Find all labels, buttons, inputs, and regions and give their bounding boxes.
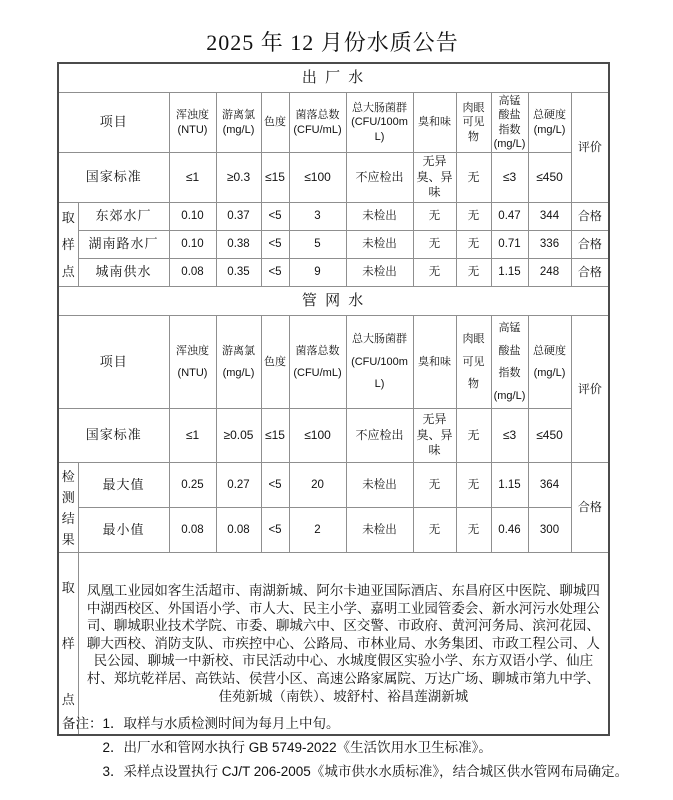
standard-value: 无	[456, 153, 491, 203]
standard-value: 不应检出	[346, 409, 413, 463]
table-row	[58, 315, 609, 408]
cell-value: 无	[456, 463, 491, 508]
col-header-color: 色度	[261, 315, 289, 408]
cell-value: 无	[413, 258, 456, 286]
cell-value: 5	[289, 230, 346, 258]
col-header-colony-count: 菌落总数 (CFU/mL)	[289, 315, 346, 408]
col-header-coliform: 总大肠菌群 (CFU/100mL)	[346, 93, 413, 153]
col-header-turbidity: 浑浊度 (NTU)	[169, 315, 216, 408]
cell-value: 9	[289, 258, 346, 286]
col-header-permanganate-index: 高锰酸盐指数 (mg/L)	[491, 93, 528, 153]
standard-value: ≤1	[169, 153, 216, 203]
cell-value: 0.08	[216, 508, 261, 553]
cell-value: 0.10	[169, 202, 216, 230]
cell-value: 无	[456, 230, 491, 258]
col-header-total-hardness: 总硬度 (mg/L)	[528, 315, 571, 408]
cell-value: 0.08	[169, 508, 216, 553]
cell-value: 364	[528, 463, 571, 508]
col-header-color: 色度	[261, 93, 289, 153]
verdict-cell: 合格	[571, 463, 609, 553]
note-item: 3．采样点设置执行 CJ/T 206-2005《城市供水水质标准》，结合城区供水管网布局确定。	[102, 764, 629, 779]
row-group-test-result: 检测结果	[58, 463, 78, 553]
cell-value: 336	[528, 230, 571, 258]
col-header-odor-taste: 臭和味	[413, 315, 456, 408]
table-row	[58, 286, 609, 315]
verdict-cell: 合格	[571, 202, 609, 230]
cell-value: 未检出	[346, 230, 413, 258]
col-header-free-chlorine: 游离氯 (mg/L)	[216, 93, 261, 153]
table-row	[58, 63, 609, 93]
standard-value: ≤3	[491, 409, 528, 463]
cell-value: 248	[528, 258, 571, 286]
cell-value: 无	[456, 258, 491, 286]
standard-value: ≤3	[491, 153, 528, 203]
notes-label: 备注：	[62, 716, 103, 731]
standard-value: ≥0.3	[216, 153, 261, 203]
sampling-points-text: 凤凰工业园如客生活超市、南湖新城、阿尔卡迪亚国际酒店、东昌府区中医院、聊城四中湖西校区、外国语小学、市人大、民主小学、嘉明工业园管委会、新水河污水处理公司、聊城职业技术学院、市委、聊城六中、区交警、市政府、黄河河务局、滨河花园、聊大西校、消防支队、市疾控中心、公路局、市林业局、水务集团、市政工程公司、人民公园、聊城一中新校、市民活动中心、水城度假区实验小学、东方双语小学、仙庄村、郑坑乾祥居、高铁站、侯营小区、高速公路家属院、万达广场、聊城市第九中学、佳苑新城（南铁）、坡舒村、裕昌莲湖新城	[78, 553, 609, 736]
cell-value: 0.38	[216, 230, 261, 258]
cell-value: 3	[289, 202, 346, 230]
col-header-turbidity: 浑浊度 (NTU)	[169, 93, 216, 153]
cell-value: 0.46	[491, 508, 528, 553]
standard-value: ≤15	[261, 409, 289, 463]
standard-value: ≤100	[289, 409, 346, 463]
standard-value: ≤450	[528, 409, 571, 463]
table-row-plant	[58, 202, 609, 230]
row-group-sampling-point: 取样点	[58, 553, 78, 736]
standard-value: ≥0.05	[216, 409, 261, 463]
col-header-visible-matter: 肉眼可见物	[456, 93, 491, 153]
note-item: 2．出厂水和管网水执行 GB 5749-2022《生活饮用水卫生标准》。	[102, 740, 492, 755]
water-quality-table	[57, 62, 610, 736]
cell-value: 0.27	[216, 463, 261, 508]
standard-value: ≤1	[169, 409, 216, 463]
cell-value: 0.10	[169, 230, 216, 258]
cell-value: 无	[456, 508, 491, 553]
standard-value: ≤15	[261, 153, 289, 203]
section-title-pipe-network-water: 管 网 水	[58, 286, 609, 315]
cell-value: 1.15	[491, 463, 528, 508]
cell-value: 0.71	[491, 230, 528, 258]
national-standard-label: 国家标准	[58, 153, 169, 203]
col-header-coliform: 总大肠菌群 (CFU/100mL)	[346, 315, 413, 408]
standard-value: 无	[456, 409, 491, 463]
col-header-total-hardness: 总硬度 (mg/L)	[528, 93, 571, 153]
cell-value: 2	[289, 508, 346, 553]
page-title: 2025 年 12 月份水质公告	[206, 30, 459, 55]
table-row-result	[58, 508, 609, 553]
result-name: 最大值	[78, 463, 169, 508]
cell-value: 0.35	[216, 258, 261, 286]
table-row	[58, 93, 609, 153]
standard-value: 不应检出	[346, 153, 413, 203]
cell-value: <5	[261, 202, 289, 230]
standard-value: 无异臭、异味	[413, 409, 456, 463]
col-header-permanganate-index: 高锰酸盐指数 (mg/L)	[491, 315, 528, 408]
table-row-sampling-points	[58, 553, 609, 736]
notes-section	[62, 712, 642, 784]
col-header-odor-taste: 臭和味	[413, 93, 456, 153]
table-row-result	[58, 463, 609, 508]
result-name: 最小值	[78, 508, 169, 553]
col-header-item: 项目	[58, 93, 169, 153]
cell-value: 无	[413, 230, 456, 258]
cell-value: 无	[413, 508, 456, 553]
note-item: 1．取样与水质检测时间为每月上中旬。	[102, 716, 340, 731]
section-title-factory-water: 出 厂 水	[58, 63, 609, 93]
table-row-plant	[58, 258, 609, 286]
col-header-colony-count: 菌落总数 (CFU/mL)	[289, 93, 346, 153]
cell-value: 0.37	[216, 202, 261, 230]
verdict-cell: 合格	[571, 258, 609, 286]
cell-value: 未检出	[346, 202, 413, 230]
cell-value: 0.25	[169, 463, 216, 508]
cell-value: 无	[413, 463, 456, 508]
cell-value: <5	[261, 508, 289, 553]
table-row-national-standard	[58, 153, 609, 203]
standard-value: ≤450	[528, 153, 571, 203]
row-group-sampling-point: 取样点	[58, 202, 78, 286]
cell-value: 1.15	[491, 258, 528, 286]
col-header-evaluation: 评价	[571, 315, 609, 462]
cell-value: 0.47	[491, 202, 528, 230]
cell-value: 344	[528, 202, 571, 230]
cell-value: 未检出	[346, 508, 413, 553]
table-row-national-standard	[58, 409, 609, 463]
cell-value: 未检出	[346, 463, 413, 508]
col-header-evaluation: 评价	[571, 93, 609, 203]
cell-value: <5	[261, 230, 289, 258]
col-header-item: 项目	[58, 315, 169, 408]
cell-value: 无	[456, 202, 491, 230]
cell-value: 300	[528, 508, 571, 553]
notes-list	[103, 712, 629, 784]
table-row-plant	[58, 230, 609, 258]
plant-name: 东郊水厂	[78, 202, 169, 230]
national-standard-label: 国家标准	[58, 409, 169, 463]
cell-value: 20	[289, 463, 346, 508]
cell-value: <5	[261, 463, 289, 508]
standard-value: 无异臭、异味	[413, 153, 456, 203]
cell-value: <5	[261, 258, 289, 286]
cell-value: 未检出	[346, 258, 413, 286]
plant-name: 城南供水	[78, 258, 169, 286]
cell-value: 0.08	[169, 258, 216, 286]
standard-value: ≤100	[289, 153, 346, 203]
plant-name: 湖南路水厂	[78, 230, 169, 258]
cell-value: 无	[413, 202, 456, 230]
verdict-cell: 合格	[571, 230, 609, 258]
col-header-free-chlorine: 游离氯 (mg/L)	[216, 315, 261, 408]
col-header-visible-matter: 肉眼可见物	[456, 315, 491, 408]
